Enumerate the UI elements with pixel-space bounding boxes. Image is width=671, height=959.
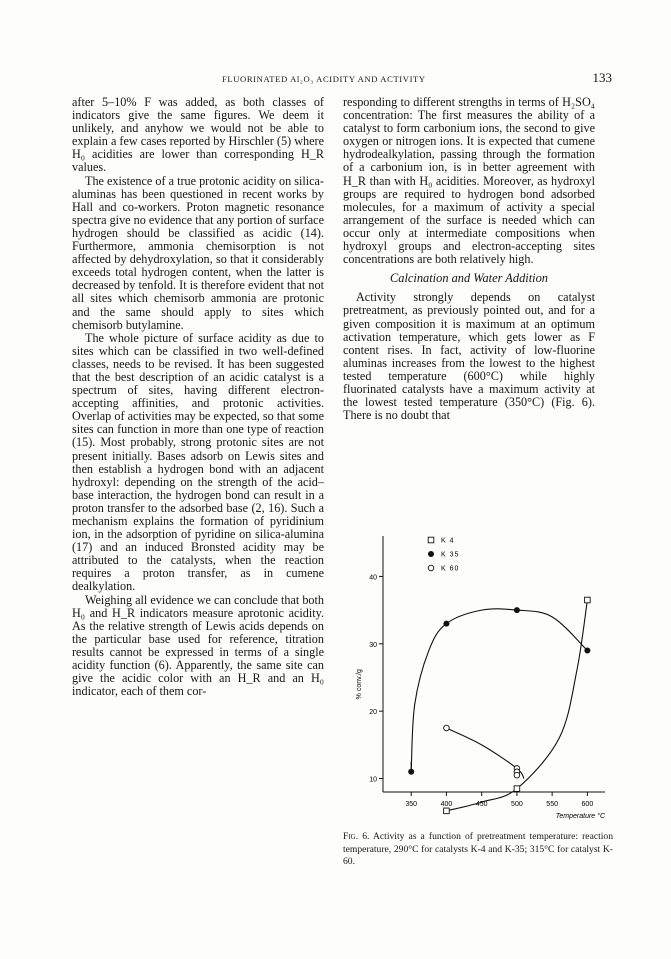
x-tick-label: 600 (581, 801, 594, 808)
paragraph: responding to different strengths in terms of H₂SO₄ concentration: The first measures the ability of a catalyst to form carbonium ions, the second to give oxygen or nitrogen ions. It is expected that cumene hydrodealkylation, passing through the formation of a carbonium ion, is in better agreement with H_R than with H₀ acidities. Moreover, as hydroxyl groups are required to hydrogen bond adsorbed molecules, for a maximum of activity a special arrangement of the surface is needed which can occur only at intermediate compositions when hydroxyl groups and electron-accepting sites concentrations are both relatively high. (343, 95, 595, 267)
data-point-k-35 (443, 621, 449, 627)
running-header (72, 70, 612, 86)
chart-legend (428, 537, 459, 572)
data-point-k-35 (514, 607, 520, 613)
left-column (72, 96, 324, 698)
caption-text: Activity as a function of pretreatment temperature: reaction temperature, 290°C for catalysts K-4 and K-35; 315°C for catalyst K-60. (343, 831, 614, 868)
paragraph: The existence of a true protonic acidity on silica-aluminas has been questioned in recent works by Hall and co-workers. Proton magnetic resonance spectra give no evidence that any portion of surface hydrogen should be classified as acidic (14). Furthermore, ammonia chemisorption is not affected by dehydroxylation, so that it considerably exceeds total hydrogen content, when the latter is decreased by tenfold. It is therefore evident that not all sites which chemisorb ammonia are protonic and the same should apply to sites which chemisorb butylamine. (72, 173, 324, 332)
running-title: FLUORINATED Al₂O₃ ACIDITY AND ACTIVITY (222, 74, 426, 84)
data-point-k-4 (444, 808, 450, 814)
curve-k4 (446, 600, 587, 811)
data-point-k-4 (585, 597, 591, 603)
paragraph: Weighing all evidence we can conclude that both H₀ and H_R indicators measure aprotonic acidity. As the relative strength of Lewis acids depends on the particular base used for reference, titration results cannot be expressed in terms of a single acidity function (6). Apparently, the same site can give the acidic color with an H_R and an H₀ indicator, each of them cor- (72, 592, 324, 699)
paragraph: Activity strongly depends on catalyst pretreatment, as previously pointed out, and for a given composition it is maximum at an optimum activation temperature, which gets lower as F content rises. In fact, activity of low-fluorine aluminas increases from the lowest to the highest tested temperature (600°C) while highly fluorinated catalysts have a maximum activity at the lowest tested temperature (350°C) (Fig. 6). There is no doubt that (343, 290, 595, 423)
chart-marks (408, 597, 590, 813)
legend-marker (428, 565, 434, 571)
legend-label: K 35 (441, 551, 460, 559)
page-number: 133 (592, 70, 612, 85)
legend-marker (428, 551, 434, 557)
legend-label: K 60 (441, 565, 460, 573)
caption-label: Fig. 6. (343, 831, 370, 842)
data-point-k-35 (408, 769, 414, 775)
y-axis-label: % conv./g (356, 669, 363, 700)
y-tick-label: 30 (369, 641, 377, 649)
chart-curves (411, 600, 587, 811)
right-column (343, 96, 595, 422)
curve-k60 (446, 728, 524, 779)
data-point-k-4 (514, 786, 520, 792)
figure-6 (343, 528, 613, 826)
y-tick-label: 10 (369, 776, 377, 784)
paragraph: The whole picture of surface acidity as due to sites which can be classified in two well-defined classes, needs to be revised. It has been suggested that the best description of an acidic catalyst is a spectrum of sites, having different electron-accepting affinities, and protonic activities. Overlap of activities may be expected, so that some sites can function in more than one type of reaction (15). Most probably, strong protonic sites are not present initially. Bases adsorb on Lewis sites and then establish a hydrogen bond with an adjacent hydroxyl: depending on the strength of the acid–base interaction, the hydrogen bond can result in a proton transfer to the adsorbed base (2, 16). Such a mechanism explains the formation of pyridinium ion, in the adsorption of pyridine on silica-alumina (17) and an induced Bronsted acidity may be attributed to the catalysts, when the reaction requires a proton transfer, as in cumene dealkylation. (72, 330, 324, 594)
activity-chart (343, 528, 613, 826)
paragraph: after 5–10% F was added, as both classes of indicators give the same figures. We deem it unlikely, and anyhow we would not be able to explain a few cases reported by Hirschler (5) where H₀ acidities are lower than corresponding H_R values. (72, 95, 324, 175)
x-tick-label: 400 (440, 801, 453, 808)
data-point-k-35 (584, 648, 590, 654)
figure-caption (343, 831, 613, 869)
x-axis-label: Temperature °C (555, 813, 605, 820)
curve-k35 (411, 609, 587, 772)
y-tick-label: 40 (369, 574, 377, 582)
data-point-k-60 (444, 725, 450, 731)
legend-marker (428, 537, 434, 543)
x-tick-label: 550 (546, 801, 558, 808)
legend-label: K 4 (441, 537, 455, 545)
data-point-k-60 (514, 772, 520, 778)
x-tick-label: 450 (475, 801, 488, 808)
y-tick-label: 20 (369, 709, 377, 717)
x-tick-label: 350 (405, 801, 418, 808)
x-tick-label: 500 (511, 801, 523, 808)
section-heading: Calcination and Water Addition (390, 271, 548, 286)
chart-axes (369, 536, 605, 808)
